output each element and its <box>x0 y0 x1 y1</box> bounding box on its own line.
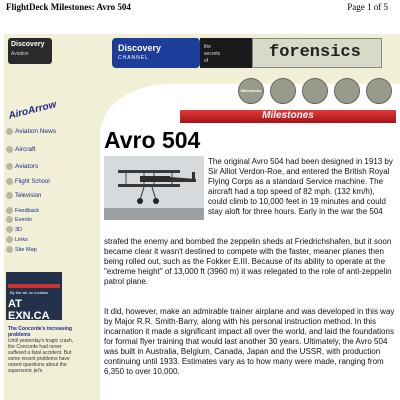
page-number: Page 1 of 5 <box>347 2 388 12</box>
bullet-icon <box>6 246 13 253</box>
airoarrow-logo[interactable]: AiroArrow <box>7 99 58 122</box>
bullet-icon <box>6 178 13 185</box>
circle-milestones[interactable]: Milestones <box>238 78 264 104</box>
article-paragraph-1a: The original Avro 504 had been designed in 1913 by Sir Alliot Verdon-Roe, and entered the British Royal Flying Corps as a standard Service machine. The aircraft had a top speed of 82 mph. (132 km/h), could climb to 10,000 feet in 19 minutes and could stay aloft for three hours. Early in the war the 504 <box>208 157 393 216</box>
section-title-bar: Milestones <box>180 110 396 123</box>
article-paragraph-1b: strafed the enemy and bombed the zeppelin sheds at Friedrichshafen, but it soon became clear it wasn't destined to compete with the faster, meaner planes then being rolled out, such as the Fokker E.III. Because of its ability to operate at the "extreme height" of 13,000 ft (3960 m) it was relegated to the role of anti-zeppelin patrol plane. <box>104 237 392 286</box>
page-title: Avro 504 <box>104 127 201 153</box>
nav-item-aircraft[interactable]: Aircraft <box>6 146 36 158</box>
bullet-icon <box>6 192 13 199</box>
banner-forensics: forensics <box>252 38 382 68</box>
circle-nav-3[interactable] <box>302 78 328 104</box>
banner-secrets: the secrets of <box>200 38 252 68</box>
nav-item-television[interactable]: Television <box>6 192 41 204</box>
forensics-banner-ad[interactable] <box>112 38 382 68</box>
circle-nav-5[interactable] <box>366 78 392 104</box>
print-header <box>0 0 400 14</box>
ad-stripe <box>8 284 60 288</box>
discovery-channel-logo: Discovery CHANNEL <box>112 38 200 68</box>
bullet-icon <box>6 236 13 243</box>
nav-item-aviation-news[interactable]: Aviation News <box>6 128 56 140</box>
discovery-logo[interactable]: Discovery Aviation <box>8 38 52 64</box>
bullet-icon <box>6 207 13 214</box>
print-title: FlightDeck Milestones: Avro 504 <box>6 2 131 12</box>
article-paragraph-2: It did, however, make an admirable trainer airplane and was developed in this way by Major R.R. Smith-Barry, along with his personal instruction method. In this incarnation it made a significant impact all over the world, and laid the foundations for formal flyer training that would last another 30 years. Ultimately, the Avro 504 was built in Australia, Belgium, Canada, Japan and the USSR, with production continuing until 1933. Estimates vary as to how many were made, ranging from 6,350 to over 10,000. <box>104 307 395 376</box>
avro-504-photo <box>104 156 204 220</box>
bullet-icon <box>6 216 13 223</box>
news-teaser <box>8 326 74 374</box>
bullet-icon <box>6 226 13 233</box>
nav-item-flight-school[interactable]: Flight School <box>6 178 50 190</box>
news-headline-link[interactable]: The Concorde's increasing problems <box>8 326 72 338</box>
circle-nav-4[interactable] <box>334 78 360 104</box>
nav-item-feedback[interactable]: Feedback <box>6 207 39 219</box>
bullet-icon <box>6 163 13 170</box>
section-circle-nav <box>238 78 396 104</box>
news-body: Until yesterday's tragic crash, the Concorde had never suffered a fatal accident. But some recent problems have raised questions about the supersonic jet's <box>8 338 74 374</box>
nav-item-aviators[interactable]: Aviators <box>6 163 38 175</box>
bullet-icon <box>6 128 13 135</box>
nav-item-3d[interactable]: 3D <box>6 226 22 238</box>
biplane-image <box>104 156 204 220</box>
bullet-icon <box>6 146 13 153</box>
circle-nav-2[interactable] <box>270 78 296 104</box>
nav-item-links[interactable]: Links <box>6 236 28 248</box>
exn-ad-banner[interactable]: By the air, on location AT EXN.CA <box>6 272 62 320</box>
nav-item-events[interactable]: Events <box>6 216 32 228</box>
nav-item-site-map[interactable]: Site Map <box>6 246 37 258</box>
